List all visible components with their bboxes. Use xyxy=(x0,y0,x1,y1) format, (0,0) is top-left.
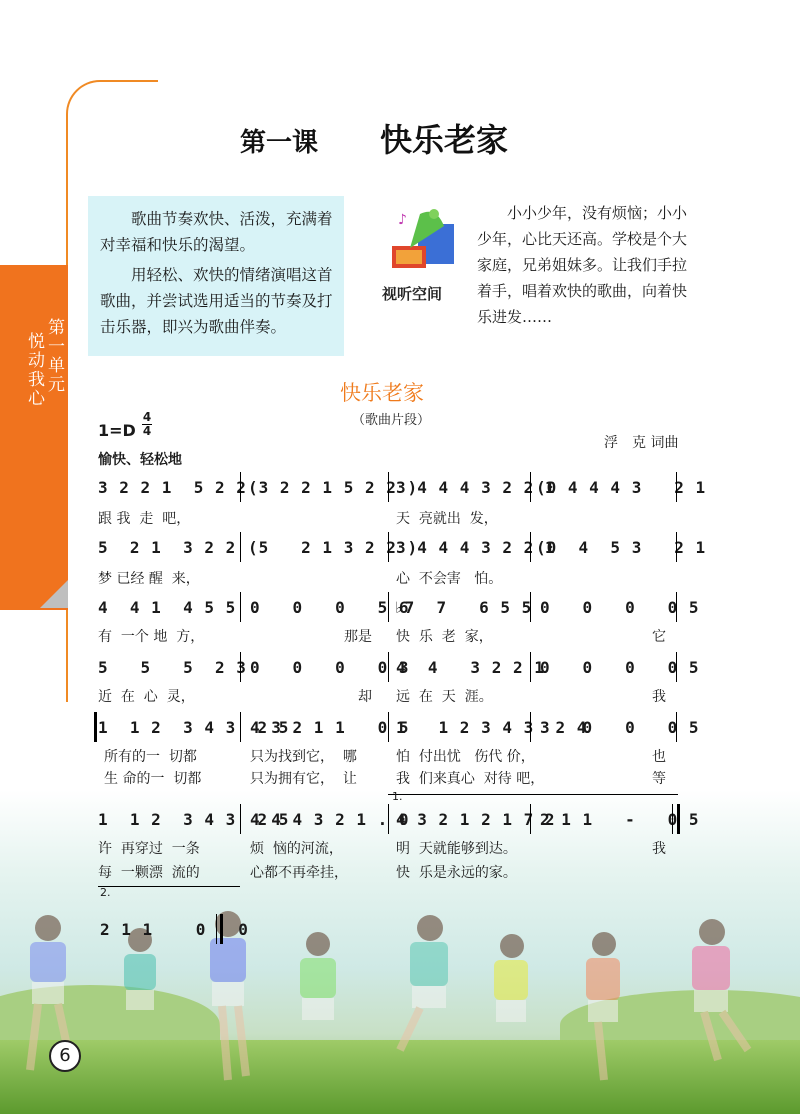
notation-measure: 3 4 4 4 3 2 2 1 xyxy=(396,538,556,557)
lyric-line: 所有的一 切都 xyxy=(104,749,197,765)
lyric-line: 跟 我 走 吧， xyxy=(98,511,191,527)
lyric-line: 每 一颗漂 流的 xyxy=(98,865,200,881)
lyric-line: 远 在 天 涯。 xyxy=(396,689,493,705)
notation-measure: 2 1 1 0 0 xyxy=(100,920,249,939)
notation-measure: 0 0 0 0 5 xyxy=(540,598,700,617)
barline xyxy=(240,804,241,834)
lyric-line: 生 命的一 切都 xyxy=(104,771,202,787)
time-bottom: 4 xyxy=(142,424,152,438)
intro-paragraph: 歌曲节奏欢快、活泼，充满着对幸福和快乐的渴望。 xyxy=(100,210,333,254)
lyric-line: 梦 已经 醒 来， xyxy=(98,571,200,587)
lyric-line: 只为拥有它， 让 xyxy=(250,771,357,787)
barline xyxy=(240,532,241,562)
lyric-line: 快 乐 老 家， xyxy=(396,629,493,645)
barline xyxy=(388,472,389,502)
time-signature xyxy=(142,411,152,438)
notation-measure: 3 4 4 4 3 2 2 1 xyxy=(396,478,556,497)
barline xyxy=(676,592,677,622)
notation-measure: 4 3 2 1 2 1 7 2 xyxy=(396,810,556,829)
notation-measure: 1 1 2 3 4 3 2 4 xyxy=(396,718,588,737)
barline xyxy=(216,914,217,944)
notation-measure: 0 0 0 0 5 xyxy=(540,658,700,677)
lyric-line: 有 一个 地 方， xyxy=(98,629,205,645)
unit-side-tab xyxy=(0,265,68,610)
notation-measure: 2 1 1 - 0 5 xyxy=(540,810,700,829)
lyric-line: 快 乐是永远的家。 xyxy=(396,865,517,881)
volta-1-label: 1. xyxy=(392,790,403,803)
page-number: 6 xyxy=(49,1040,81,1072)
notation-measure: 1 1 2 3 4 3 2 5 xyxy=(98,810,290,829)
notation-measure: ♭7 7 6 5 5 xyxy=(394,598,533,617)
repeat-end-bar xyxy=(677,804,680,834)
lyric-line: 我 xyxy=(652,689,666,705)
student-figure xyxy=(586,932,620,1080)
volta-2-label: 2. xyxy=(100,886,111,899)
song-subtitle: （歌曲片段） xyxy=(352,413,431,428)
unit-label xyxy=(24,318,64,408)
volta-bracket xyxy=(388,794,678,795)
notation-measure: 0 0 0 5 6 xyxy=(250,598,410,617)
lyric-line: 心 不会害 怕。 xyxy=(396,571,503,587)
notation-measure: 3 0 0 0 5 xyxy=(540,718,700,737)
notation-measure: 4 4 1 4 5 5 xyxy=(98,598,237,617)
tempo-marking: 愉快、轻松地 xyxy=(98,452,182,468)
barline xyxy=(388,652,389,682)
barline xyxy=(240,592,241,622)
repeat-start-bar xyxy=(94,712,97,742)
intro-paragraph: 用轻松、欢快的情绪演唱这首歌曲，并尝试选用适当的节奏及打击乐器，即兴为歌曲伴奏。 xyxy=(100,266,333,336)
intro-box xyxy=(88,196,344,356)
student-figure xyxy=(494,934,528,1022)
key-signature: 1=D xyxy=(98,421,136,440)
barline xyxy=(530,532,531,562)
notation-measure: (0 4 5 3 2 1 xyxy=(536,538,707,557)
lyric-line: 天 亮就出 发， xyxy=(396,511,498,527)
lyric-line: 等 xyxy=(652,771,666,787)
notation-measure: (5 2 1 3 2 2 ) xyxy=(248,538,419,557)
barline xyxy=(530,712,531,742)
lyric-line: 我 们来真心 对待 吧， xyxy=(396,771,545,787)
lesson-number: 第一课 xyxy=(240,128,319,158)
lyric-line: 只为找到它， 哪 xyxy=(250,749,357,765)
barline xyxy=(676,712,677,742)
notation-measure: 1 1 2 3 4 3 2 5 xyxy=(98,718,290,737)
barline xyxy=(530,472,531,502)
listen-space-label: 视听空间 xyxy=(382,285,443,303)
lyric-line: 烦 恼的河流， xyxy=(250,841,343,857)
lyric-line: 我 xyxy=(652,841,666,857)
lyric-line: 心都不再牵挂， xyxy=(250,865,348,881)
student-figure xyxy=(124,928,156,1010)
notation-measure: 0 0 0 0 3 xyxy=(250,658,410,677)
song-title: 快乐老家 xyxy=(340,381,424,405)
lyric-line: 那是 xyxy=(344,629,372,645)
student-figure xyxy=(300,932,336,1020)
lyric-line: 怕 付出忧 伤代 价， xyxy=(396,749,535,765)
student-figure xyxy=(692,919,748,1060)
barline xyxy=(676,652,677,682)
lyric-line: 它 xyxy=(652,629,666,645)
notation-measure: 3 2 2 1 5 2 2 xyxy=(98,478,247,497)
lyric-line: 也 xyxy=(652,749,666,765)
song-credit: 浮 克 词曲 xyxy=(604,435,679,451)
barline xyxy=(676,532,677,562)
time-top: 4 xyxy=(142,410,152,424)
gramophone-icon xyxy=(388,204,464,280)
notation-measure: 4 4 3 2 2 1 xyxy=(396,658,545,677)
lyric-line: 许 再穿过 一条 xyxy=(98,841,200,857)
lyric-line: 近 在 心 灵， xyxy=(98,689,195,705)
notation-measure: 5 5 5 2 3 xyxy=(98,658,247,677)
lesson-title: 快乐老家 xyxy=(380,121,509,159)
final-bar xyxy=(220,914,223,944)
notation-measure: 4 4 4 3 2 1 . 0 xyxy=(250,810,410,829)
barline xyxy=(388,712,389,742)
notation-measure: (3 2 2 1 5 2 2 ) xyxy=(248,478,419,497)
lyric-line: 却 xyxy=(358,689,372,705)
unit-name: 第一单元 xyxy=(44,318,64,394)
notation-measure: (0 4 4 4 3 2 1 xyxy=(536,478,707,497)
unit-theme: 悦动我心 xyxy=(24,332,44,408)
barline xyxy=(672,804,673,834)
barline xyxy=(388,592,389,622)
barline xyxy=(530,804,531,834)
notation-measure: 5 2 1 3 2 2 xyxy=(98,538,237,557)
barline xyxy=(240,472,241,502)
svg-text:♪: ♪ xyxy=(398,212,407,228)
barline xyxy=(240,652,241,682)
barline xyxy=(388,804,389,834)
barline xyxy=(530,652,531,682)
listen-text: 小小少年，没有烦恼；小小少年，心比天还高。学校是个大家庭，兄弟姐妹多。让我们手拉着手，唱着欢快的歌曲，向着快乐进发…… xyxy=(477,204,688,326)
barline xyxy=(676,472,677,502)
barline xyxy=(530,592,531,622)
lyric-line: 明 天就能够到达。 xyxy=(396,841,517,857)
student-figure xyxy=(400,915,448,1050)
volta-bracket xyxy=(98,886,240,887)
barline xyxy=(388,532,389,562)
notation-measure: 4 3 2 1 1 0 5 xyxy=(250,718,410,737)
barline xyxy=(240,712,241,742)
